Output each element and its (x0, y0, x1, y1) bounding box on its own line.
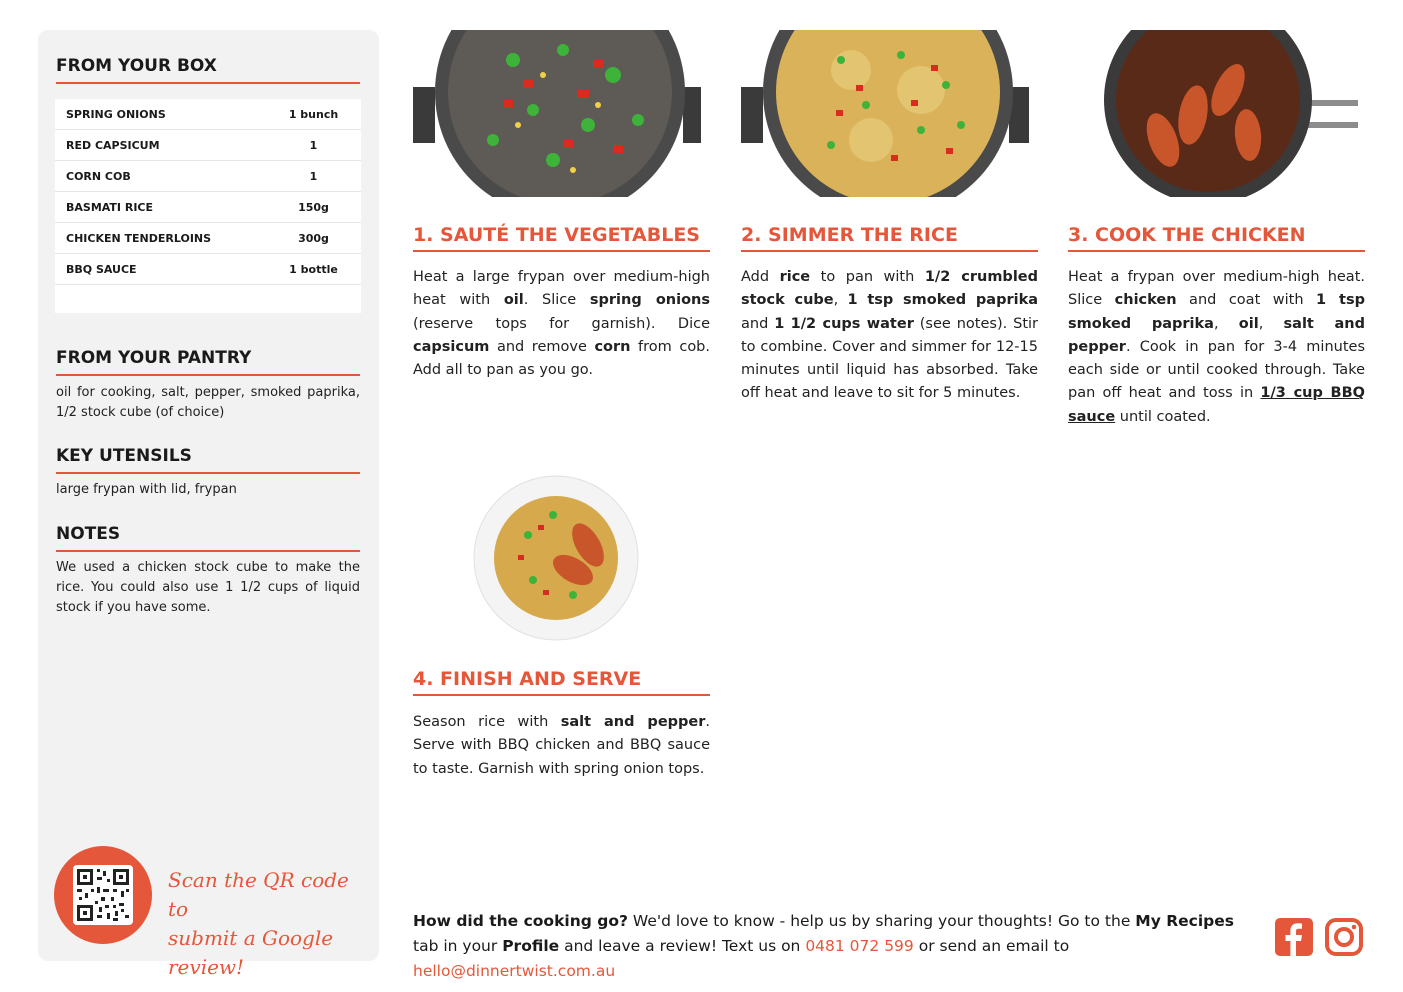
text-run: tab in your (413, 937, 503, 955)
text-run[interactable]: 0481 072 599 (805, 937, 914, 955)
instagram-icon[interactable] (1325, 918, 1363, 956)
step2-title: 2. SIMMER THE RICE (741, 224, 1038, 252)
text-run: and remove (489, 338, 595, 355)
text-run: and (741, 315, 775, 332)
ingredient-name: CHICKEN TENDERLOINS (66, 231, 212, 245)
text-run: , (1213, 315, 1239, 332)
text-run: Heat a large frypan over medium-high heat with (413, 269, 710, 309)
text-run: , (1258, 315, 1284, 332)
text-run: (reserve tops for garnish). Dice (413, 315, 710, 332)
text-run: salt and pepper (560, 714, 706, 730)
ingredient-row (55, 254, 361, 285)
text-run: . Slice (523, 292, 590, 309)
text-run: 1/3 cup BBQ sauce (1068, 385, 1365, 425)
qr-caption-line2: submit a Google review! (168, 926, 334, 979)
ingredient-name: BASMATI RICE (66, 200, 154, 214)
step2-photo (741, 30, 1038, 197)
text-run: My Recipes (1135, 912, 1234, 930)
ingredient-quantity: 300g (298, 231, 329, 245)
pantry-text: oil for cooking, salt, pepper, smoked paprika, 1/2 stock cube (of choice) (56, 385, 360, 420)
text-run: 1 1/2 cups water (774, 315, 914, 332)
text-run: How did the cooking go? (413, 912, 628, 930)
ingredients-panel (38, 30, 379, 979)
qr-caption-line1: Scan the QR code to (168, 868, 349, 921)
box-ingredients-table (55, 99, 361, 313)
text-run: spring onions (589, 292, 711, 309)
text-run: 1/2 crumbled stock cube (741, 269, 1038, 309)
ingredient-row (55, 192, 361, 223)
text-run: (see notes). Stir to combine. Cover and simmer for 12-15 minutes until liquid has absorbed. Take off heat and leave to sit for 5 minutes. (741, 315, 1039, 402)
text-run: from cob. Add all to pan as you go. (413, 338, 710, 379)
ingredient-name: RED CAPSICUM (66, 138, 160, 152)
text-run: or send an email to (913, 937, 1070, 955)
ingredient-row (55, 223, 361, 254)
ingredient-quantity: 1 (309, 138, 318, 152)
review-footer (413, 909, 1263, 984)
qr-caption (168, 866, 368, 982)
step2-text (741, 266, 1038, 406)
utensils-text: large frypan with lid, frypan (56, 482, 237, 497)
text-run: We'd love to know - help us by sharing your thoughts! Go to the (627, 912, 1136, 930)
ingredient-name: CORN COB (66, 169, 131, 183)
text-run: Heat a frypan over medium-high heat. Slice (1068, 269, 1365, 309)
text-run: capsicum (413, 338, 490, 355)
text-run: corn (594, 338, 631, 355)
text-run: oil (503, 292, 524, 309)
text-run: Season rice with (413, 714, 561, 730)
facebook-icon[interactable] (1275, 918, 1313, 956)
step4-title: 4. FINISH AND SERVE (413, 668, 710, 696)
text-run: , (833, 292, 848, 309)
text-run: until coated. (1115, 408, 1211, 425)
step1-text (413, 266, 710, 382)
utensils-heading: KEY UTENSILS (56, 446, 360, 474)
text-run: 1 tsp smoked paprika (847, 292, 1039, 309)
ingredient-quantity: 1 (309, 169, 318, 183)
step3-title: 3. COOK THE CHICKEN (1068, 224, 1365, 252)
text-run: Profile (502, 937, 560, 955)
step1-title: 1. SAUTÉ THE VEGETABLES (413, 224, 710, 252)
text-run: . Serve with BBQ chicken and BBQ sauce to taste. Garnish with spring onion tops. (413, 714, 711, 777)
text-run: . Cook in pan for 3-4 minutes each side or until cooked through. Take pan off heat and toss in (1068, 338, 1365, 402)
step3-photo (1068, 30, 1365, 197)
ingredient-name: BBQ SAUCE (66, 262, 137, 276)
box-heading: FROM YOUR BOX (56, 56, 360, 84)
text-run: chicken (1114, 292, 1177, 309)
text-run: rice (779, 269, 811, 285)
ingredient-name: SPRING ONIONS (66, 107, 166, 121)
step4-photo (473, 475, 640, 642)
qr-badge (54, 846, 152, 944)
text-run: and leave a review! Text us on (559, 937, 806, 955)
ingredient-row (55, 99, 361, 130)
notes-heading: NOTES (56, 524, 360, 552)
text-run: to pan with (810, 269, 925, 285)
ingredient-quantity: 1 bottle (289, 262, 338, 276)
text-run: Add (741, 269, 780, 285)
ingredient-row (55, 161, 361, 192)
text-run[interactable]: hello@dinnertwist.com.au (413, 962, 616, 980)
step1-photo (413, 30, 710, 197)
pantry-heading: FROM YOUR PANTRY (56, 348, 360, 376)
text-run: salt and pepper (1068, 315, 1366, 355)
text-run: 1 tsp smoked paprika (1068, 292, 1365, 332)
notes-text: We used a chicken stock cube to make the rice. You could also use 1 1/2 cups of liquid stock if you have some. (56, 560, 360, 615)
ingredient-row (55, 130, 361, 161)
step3-text (1068, 266, 1365, 429)
ingredient-quantity: 150g (298, 200, 329, 214)
text-run: and coat with (1176, 292, 1317, 309)
qr-code-icon[interactable] (73, 865, 133, 925)
ingredient-quantity: 1 bunch (288, 107, 339, 121)
step4-text (413, 711, 710, 781)
text-run: oil (1238, 315, 1259, 332)
